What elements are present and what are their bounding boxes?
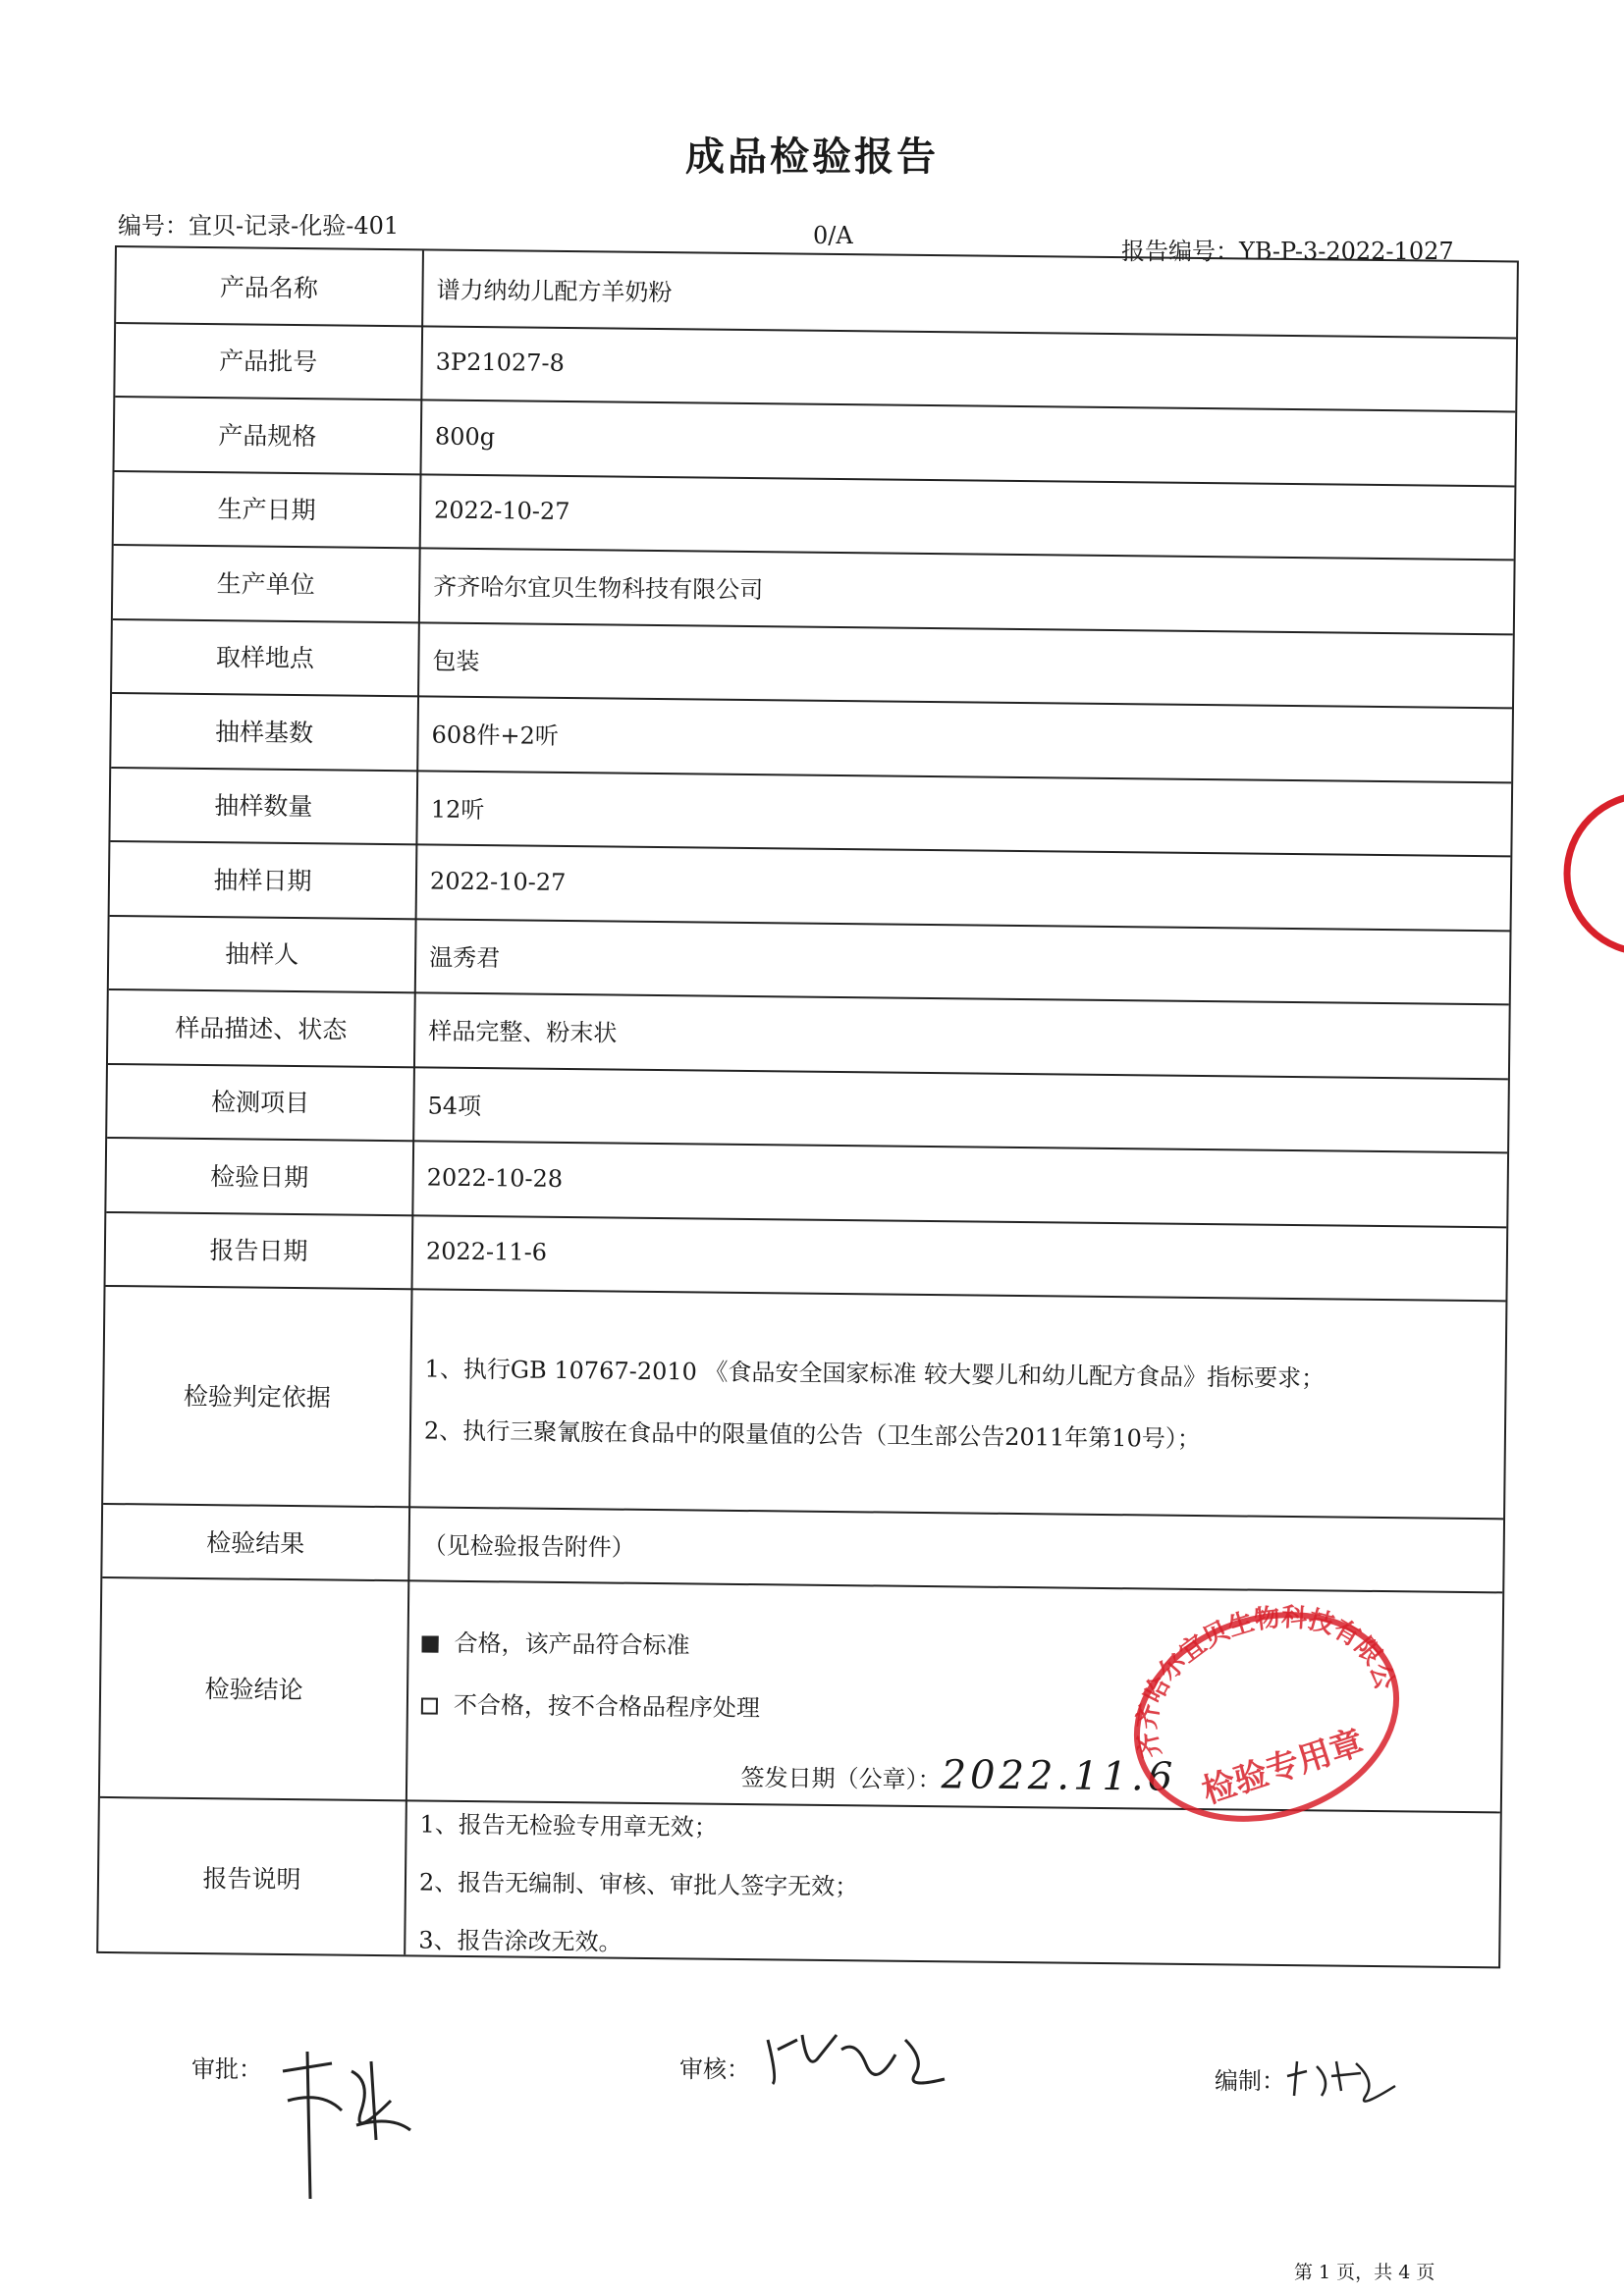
result-label: 检验结果	[206, 1527, 305, 1558]
compile-label: 编制：	[1215, 2067, 1285, 2095]
field-label: 取样地点	[215, 643, 315, 673]
version: 0/A	[813, 222, 853, 249]
page-footer: 第 1 页，共 4 页	[1294, 2262, 1435, 2283]
field-value: 温秀君	[429, 943, 501, 973]
field-label: 抽样基数	[214, 717, 314, 747]
report-title: 成品检验报告	[685, 134, 939, 180]
edge-stamp	[1559, 785, 1624, 962]
conclusion-label: 检验结论	[204, 1675, 303, 1705]
field-value: 2022-11-6	[425, 1237, 548, 1267]
record-number: 编号：宜贝-记录-化验-401	[118, 212, 400, 240]
field-label: 生产单位	[216, 568, 315, 599]
checked-box-icon	[422, 1635, 439, 1652]
field-label: 检测项目	[210, 1088, 310, 1118]
field-value: 2022-10-27	[433, 496, 570, 526]
field-value: 54项	[427, 1092, 482, 1120]
note-item: 1、报告无检验专用章无效；	[419, 1809, 719, 1842]
field-label: 产品规格	[218, 420, 317, 451]
basis-label: 检验判定依据	[183, 1381, 331, 1413]
stamp-org-text: 齐齐哈尔宜贝生物科技有限公司	[1132, 1602, 1400, 1761]
sign-date-label: 签发日期（公章）：	[740, 1763, 942, 1794]
approve-signature	[263, 2032, 420, 2209]
inspection-stamp	[1119, 1602, 1414, 1833]
stamp-purpose-text: 检验专用章	[1197, 1723, 1369, 1812]
review-signature	[758, 2020, 954, 2099]
field-label: 生产日期	[217, 495, 316, 525]
basis-items	[423, 1288, 1495, 1518]
field-label: 抽样日期	[213, 865, 312, 895]
review-label: 审核：	[679, 2056, 750, 2083]
field-value: 12听	[430, 795, 485, 824]
report-number: 报告编号：YB-P-3-2022-1027	[1121, 238, 1454, 265]
sign-date	[740, 1750, 1176, 1800]
field-label: 产品名称	[219, 272, 319, 302]
basis-item: 2、执行三聚氰胺在食品中的限量值的公告（卫生部公告2011年第10号）；	[423, 1416, 1201, 1454]
field-label: 检验日期	[210, 1161, 309, 1192]
field-value: 谱力纳幼儿配方羊奶粉	[436, 276, 673, 307]
field-value: 608件+2听	[431, 721, 559, 751]
note-item: 2、报告无编制、审核、审批人签字无效；	[418, 1867, 859, 1900]
conclusion-option-text: 合格，该产品符合标准	[454, 1629, 690, 1660]
compile-signature	[1282, 2052, 1400, 2106]
field-value: 3P21027-8	[435, 347, 566, 378]
sign-date-handwritten: 2022.11.6	[941, 1752, 1177, 1800]
field-label: 报告日期	[209, 1236, 308, 1266]
note-item: 3、报告涂改无效。	[418, 1925, 623, 1956]
field-value: 2022-10-28	[426, 1163, 564, 1193]
result-value: （见检验报告附件）	[422, 1531, 635, 1562]
field-value: 包装	[432, 647, 480, 675]
basis-item: 1、执行GB 10767-2010 《食品安全国家标准 较大婴儿和幼儿配方食品》指标要求；	[424, 1355, 1326, 1393]
field-label: 抽样数量	[214, 791, 313, 822]
field-value: 2022-10-27	[429, 867, 567, 896]
field-value: 样品完整、粉末状	[428, 1017, 618, 1047]
notes-label: 报告说明	[202, 1864, 301, 1895]
field-label: 抽样人	[225, 939, 299, 970]
field-value: 齐齐哈尔宜贝生物科技有限公司	[433, 572, 764, 605]
conclusion-option-text: 不合格，按不合格品程序处理	[453, 1690, 761, 1723]
field-label: 产品批号	[219, 347, 318, 377]
conclusion-option	[421, 1684, 760, 1723]
field-label: 样品描述、状态	[175, 1013, 348, 1044]
field-value: 800g	[434, 422, 496, 451]
unchecked-box-icon	[421, 1697, 438, 1714]
approve-label: 审批：	[191, 2056, 262, 2083]
conclusion-option	[421, 1623, 689, 1660]
